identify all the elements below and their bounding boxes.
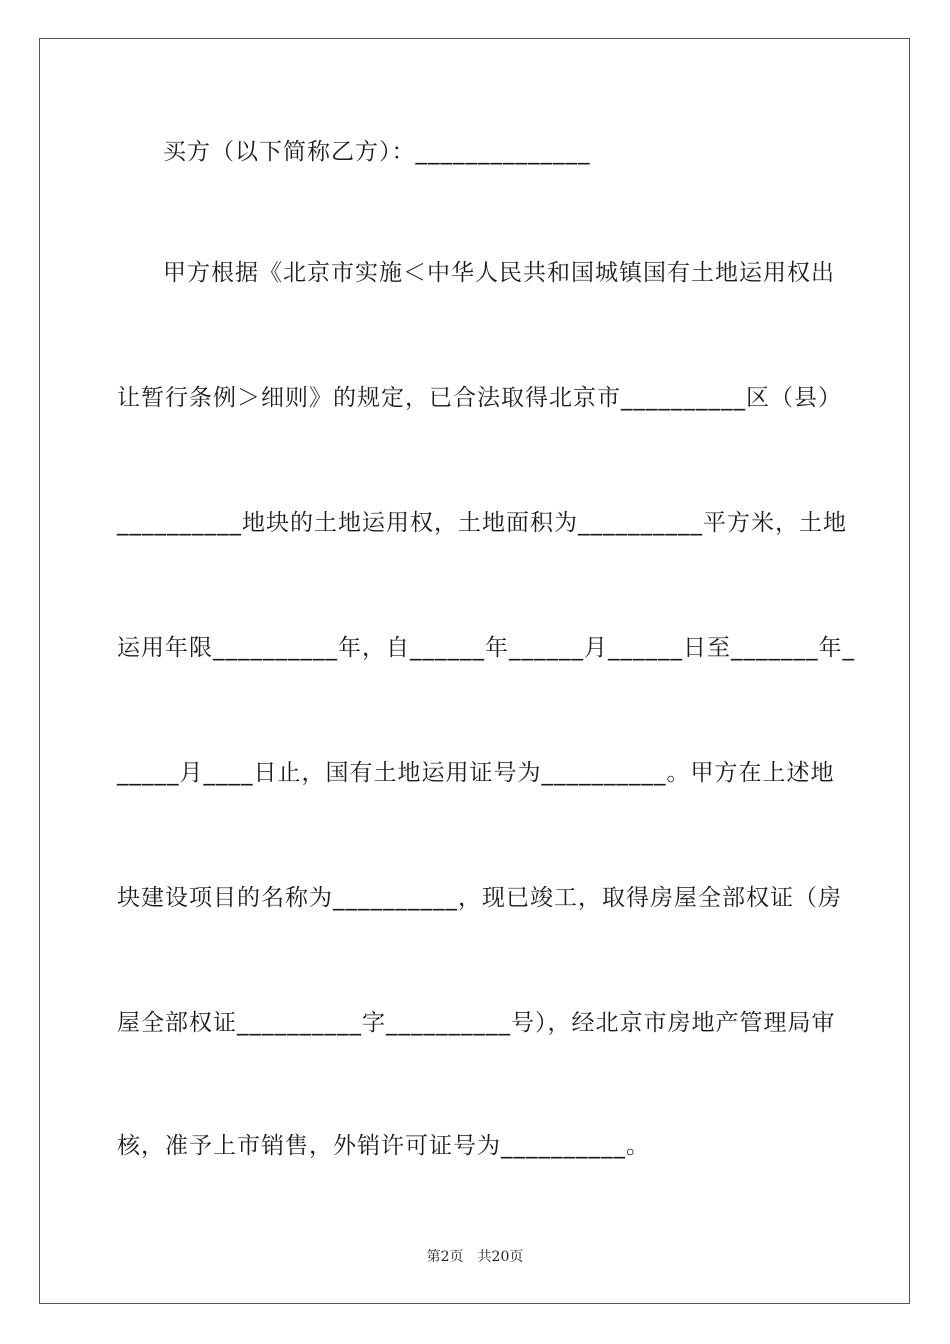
paragraph-line: 屋全部权证__________字__________号），经北京市房地产管理局审	[117, 1010, 836, 1036]
paragraph-line: 让暂行条例＞细则》的规定，已合法取得北京市__________区（县）	[117, 385, 842, 411]
paragraph-line: 块建设项目的名称为__________，现已竣工，取得房屋全部权证（房	[117, 885, 842, 911]
paragraph-line: 运用年限__________年，自______年______月______日至_______年_	[117, 635, 855, 661]
paragraph-line: _____月____日止，国有土地运用证号为__________。甲方在上述地	[117, 760, 835, 786]
paragraph-line: 核，准予上市销售，外销许可证号为__________。	[117, 1133, 650, 1159]
paragraph-line: 甲方根据《北京市实施＜中华人民共和国城镇国有土地运用权出	[163, 260, 835, 286]
paragraph-line-buyer: 买方（以下简称乙方）：______________	[163, 139, 591, 165]
paragraph-line: __________地块的土地运用权，土地面积为__________平方米，土地	[117, 510, 847, 536]
page-number-footer: 第2页 共20页	[426, 1249, 524, 1265]
page-border	[39, 38, 910, 1304]
